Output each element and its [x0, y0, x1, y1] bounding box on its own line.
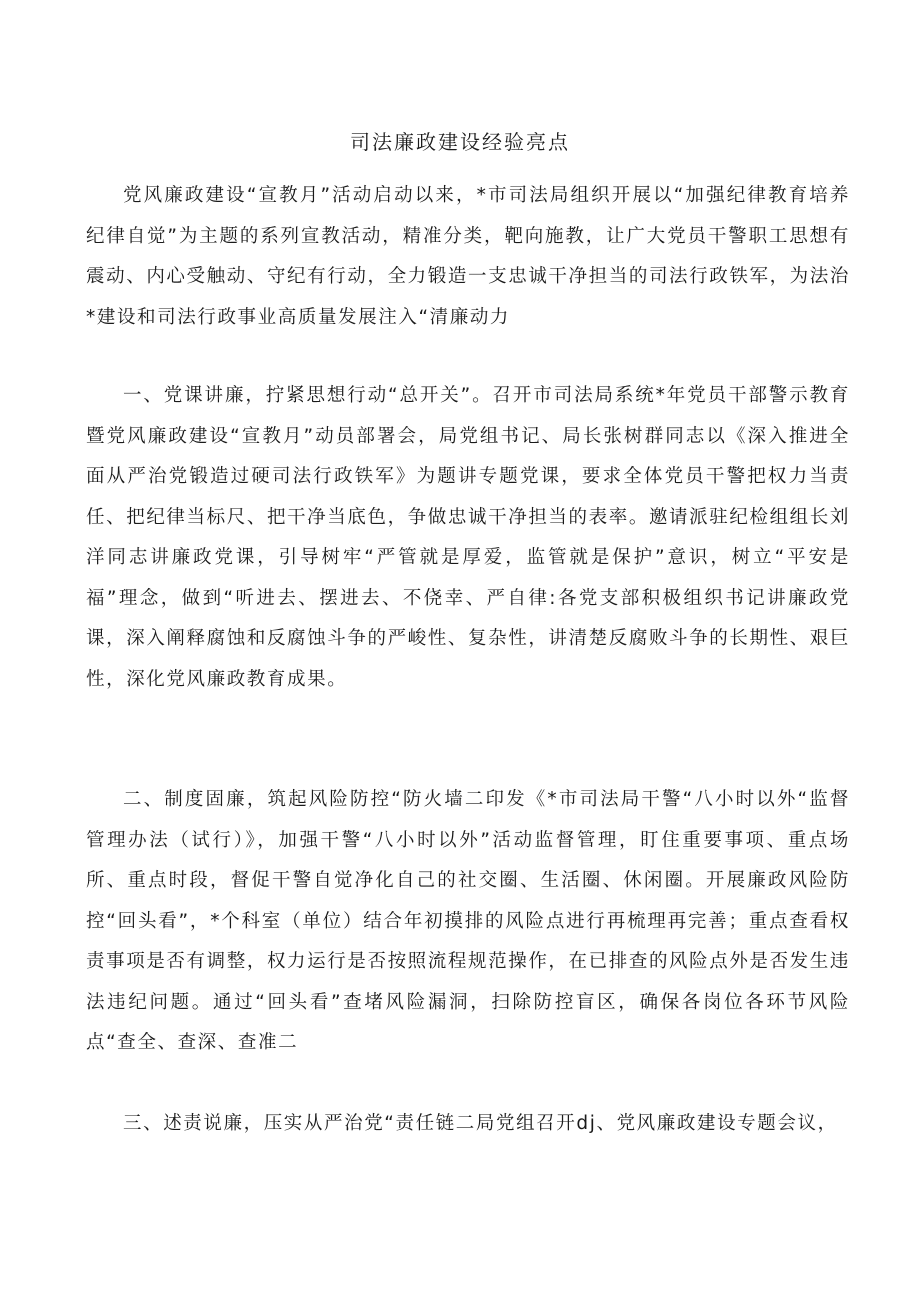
paragraph-section-one: 一、党课讲廉，拧紧思想行动“总开关”。召开市司法局系统*年党员干部警示教育暨党风廉政建设“宣教月”动员部署会，局党组书记、局长张树群同志以《深入推进全面从严治党锻造过硬司法行政铁军》为题讲专题党课，要求全体党员干警把权力当责任、把纪律当标尺、把干净当底色，争做忠诚干净担当的表率。邀请派驻纪检组组长刘洋同志讲廉政党课，引导树牢“严管就是厚爱，监管就是保护”意识，树立“平安是福”理念，做到“听进去、摆进去、不侥幸、严自律:各党支部积极组织书记讲廉政党课，深入阐释腐蚀和反腐蚀斗争的严峻性、复杂性，讲清楚反腐败斗争的长期性、艰巨性，深化党风廉政教育成果。	[86, 385, 850, 690]
paragraph-intro: 党风廉政建设“宣教月”活动启动以来，*市司法局组织开展以“加强纪律教育培养纪律自觉”为主题的系列宣教活动，精准分类，靶向施教，让广大党员干警职工思想有震动、内心受触动、守纪有行动，全力锻造一支忠诚干净担当的司法行政铁军，为法治*建设和司法行政事业高质量发展注入“清廉动力	[86, 185, 850, 328]
document-title: 司法廉政建设经验亮点	[350, 130, 570, 154]
paragraph-section-two: 二、制度固廉，筑起风险防控“防火墙二印发《*市司法局干警“八小时以外“监督管理办法（试行）》，加强干警“八小时以外”活动监督管理，盯住重要事项、重点场所、重点时段，督促干警自觉净化自己的社交圈、生活圈、休闲圈。开展廉政风险防控“回头看”，*个科室（单位）结合年初摸排的风险点进行再梳理再完善；重点查看权责事项是否有调整，权力运行是否按照流程规范操作，在已排查的风险点外是否发生违法违纪问题。通过“回头看”查堵风险漏洞，扫除防控盲区，确保各岗位各环节风险点“查全、查深、查准二	[86, 789, 850, 1053]
paragraph-section-three: 三、述责说廉，压实从严治党“责任链二局党组召开dj、党风廉政建设专题会议，	[123, 1113, 838, 1134]
